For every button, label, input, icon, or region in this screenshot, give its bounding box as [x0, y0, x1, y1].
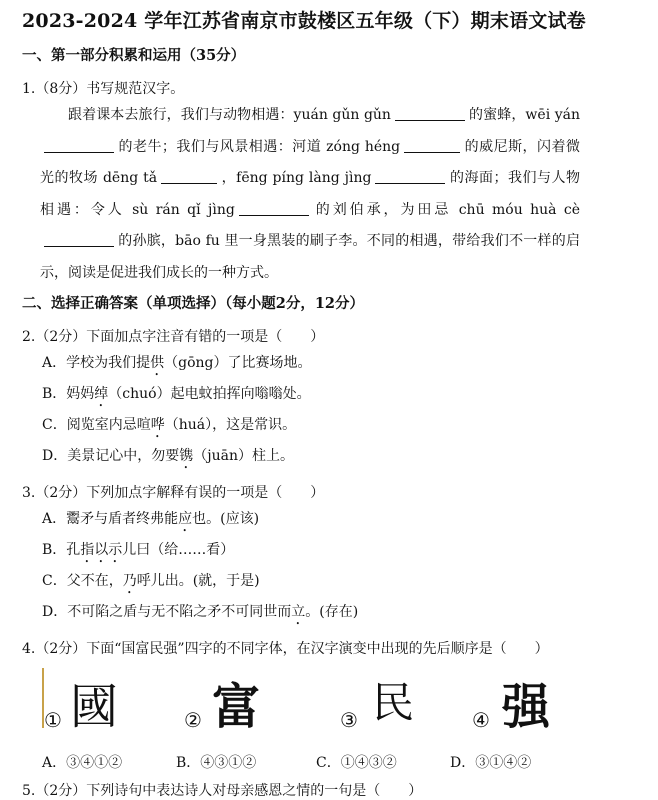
q4-option-c[interactable]: C．①④③②: [316, 755, 397, 771]
answer-blank[interactable]: [404, 136, 460, 153]
q4-option-d[interactable]: D．③①④②: [450, 755, 532, 771]
section-2-heading: 二、选择正确答案（单项选择）（每小题2分，12分）: [22, 295, 365, 312]
glyph-number: ④: [472, 708, 490, 732]
question-5-stem: 5.（2分）下列诗句中表达诗人对母亲感恩之情的一句是（ ）: [22, 783, 423, 799]
question-1-stem: 1.（8分）书写规范汉字。: [22, 81, 185, 97]
glyph-item-1: [42, 666, 152, 738]
section-1-heading: 一、第一部分积累和运用（35分）: [22, 47, 246, 64]
passage-segment: 的威尼斯，闪着微光的牧场 dēng tǎ: [40, 138, 581, 186]
question-2-stem: 2.（2分）下面加点字注音有错的一项是（ ）: [22, 329, 325, 345]
passage-segment: 的孙膑，bāo fu 里一身黑装的刷子李。不同的相遇，带给我们不一样的启示，阅读是促进我们成长的一种方式。: [40, 233, 580, 281]
passage-segment: 跟着课本去旅行，我们与动物相遇：yuán gǔn gǔn: [68, 107, 391, 123]
q3-option-a[interactable]: A．鬻矛与盾者终弗能应也。(应该): [42, 511, 260, 527]
q3-option-c[interactable]: C．父不在，乃呼儿出。(就，于是): [42, 573, 260, 589]
answer-blank[interactable]: [239, 199, 309, 216]
q2-option-a[interactable]: A．学校为我们提供（gōng）了比赛场地。: [42, 355, 312, 371]
question-1-passage: [40, 100, 580, 289]
q3-option-b[interactable]: B．孔指以示儿曰（给……看）: [42, 542, 235, 558]
glyph-char: 强: [502, 679, 551, 735]
glyph-char: 富: [212, 679, 261, 735]
answer-blank[interactable]: [395, 104, 465, 121]
passage-segment: 的刘伯承，为田忌 chū móu huà cè: [312, 201, 581, 218]
q3-option-d[interactable]: D．不可陷之盾与无不陷之矛不可同世而立。(存在): [42, 604, 359, 620]
answer-blank[interactable]: [161, 167, 217, 184]
passage-segment: ，fēng píng làng jìng: [221, 170, 372, 186]
glyph-item-2: [184, 666, 294, 738]
script-forms-figure: [42, 666, 602, 738]
q4-option-a[interactable]: A．③④①②: [42, 755, 123, 771]
passage-segment: 的老牛；我们与风景相遇：河道 zóng héng: [118, 138, 401, 155]
passage-segment: 的海面；我们与人物相遇：令人 sù rán qǐ jìng: [40, 170, 580, 218]
q2-option-c[interactable]: C．阅览室内忌喧哗（huá），这是常识。: [42, 417, 297, 433]
answer-blank[interactable]: [44, 230, 114, 247]
glyph-number: ①: [44, 708, 62, 732]
glyph-char: 民: [372, 678, 415, 727]
glyph-item-4: [472, 666, 602, 738]
passage-segment: 的蜜蜂，wēi yán: [468, 107, 580, 123]
q4-option-b[interactable]: B．④③①②: [176, 755, 257, 771]
answer-blank[interactable]: [44, 136, 114, 153]
glyph-char: 國: [70, 679, 119, 735]
q2-option-d[interactable]: D．美景记心中，勿要镌（juān）柱上。: [42, 448, 294, 464]
exam-title: 2023-2024 学年江苏省南京市鼓楼区五年级（下）期末语文试卷: [22, 10, 586, 32]
glyph-number: ③: [340, 708, 358, 732]
question-3-stem: 3.（2分）下列加点字解释有误的一项是（ ）: [22, 485, 325, 501]
q2-option-b[interactable]: B．妈妈绰（chuó）起电蚊拍挥向嗡嗡处。: [42, 386, 311, 402]
question-4-stem: 4.（2分）下面“国富民强”四字的不同字体，在汉字演变中出现的先后顺序是（ ）: [22, 641, 549, 657]
answer-blank[interactable]: [375, 167, 445, 184]
glyph-number: ②: [184, 708, 202, 732]
glyph-item-3: [340, 666, 450, 738]
